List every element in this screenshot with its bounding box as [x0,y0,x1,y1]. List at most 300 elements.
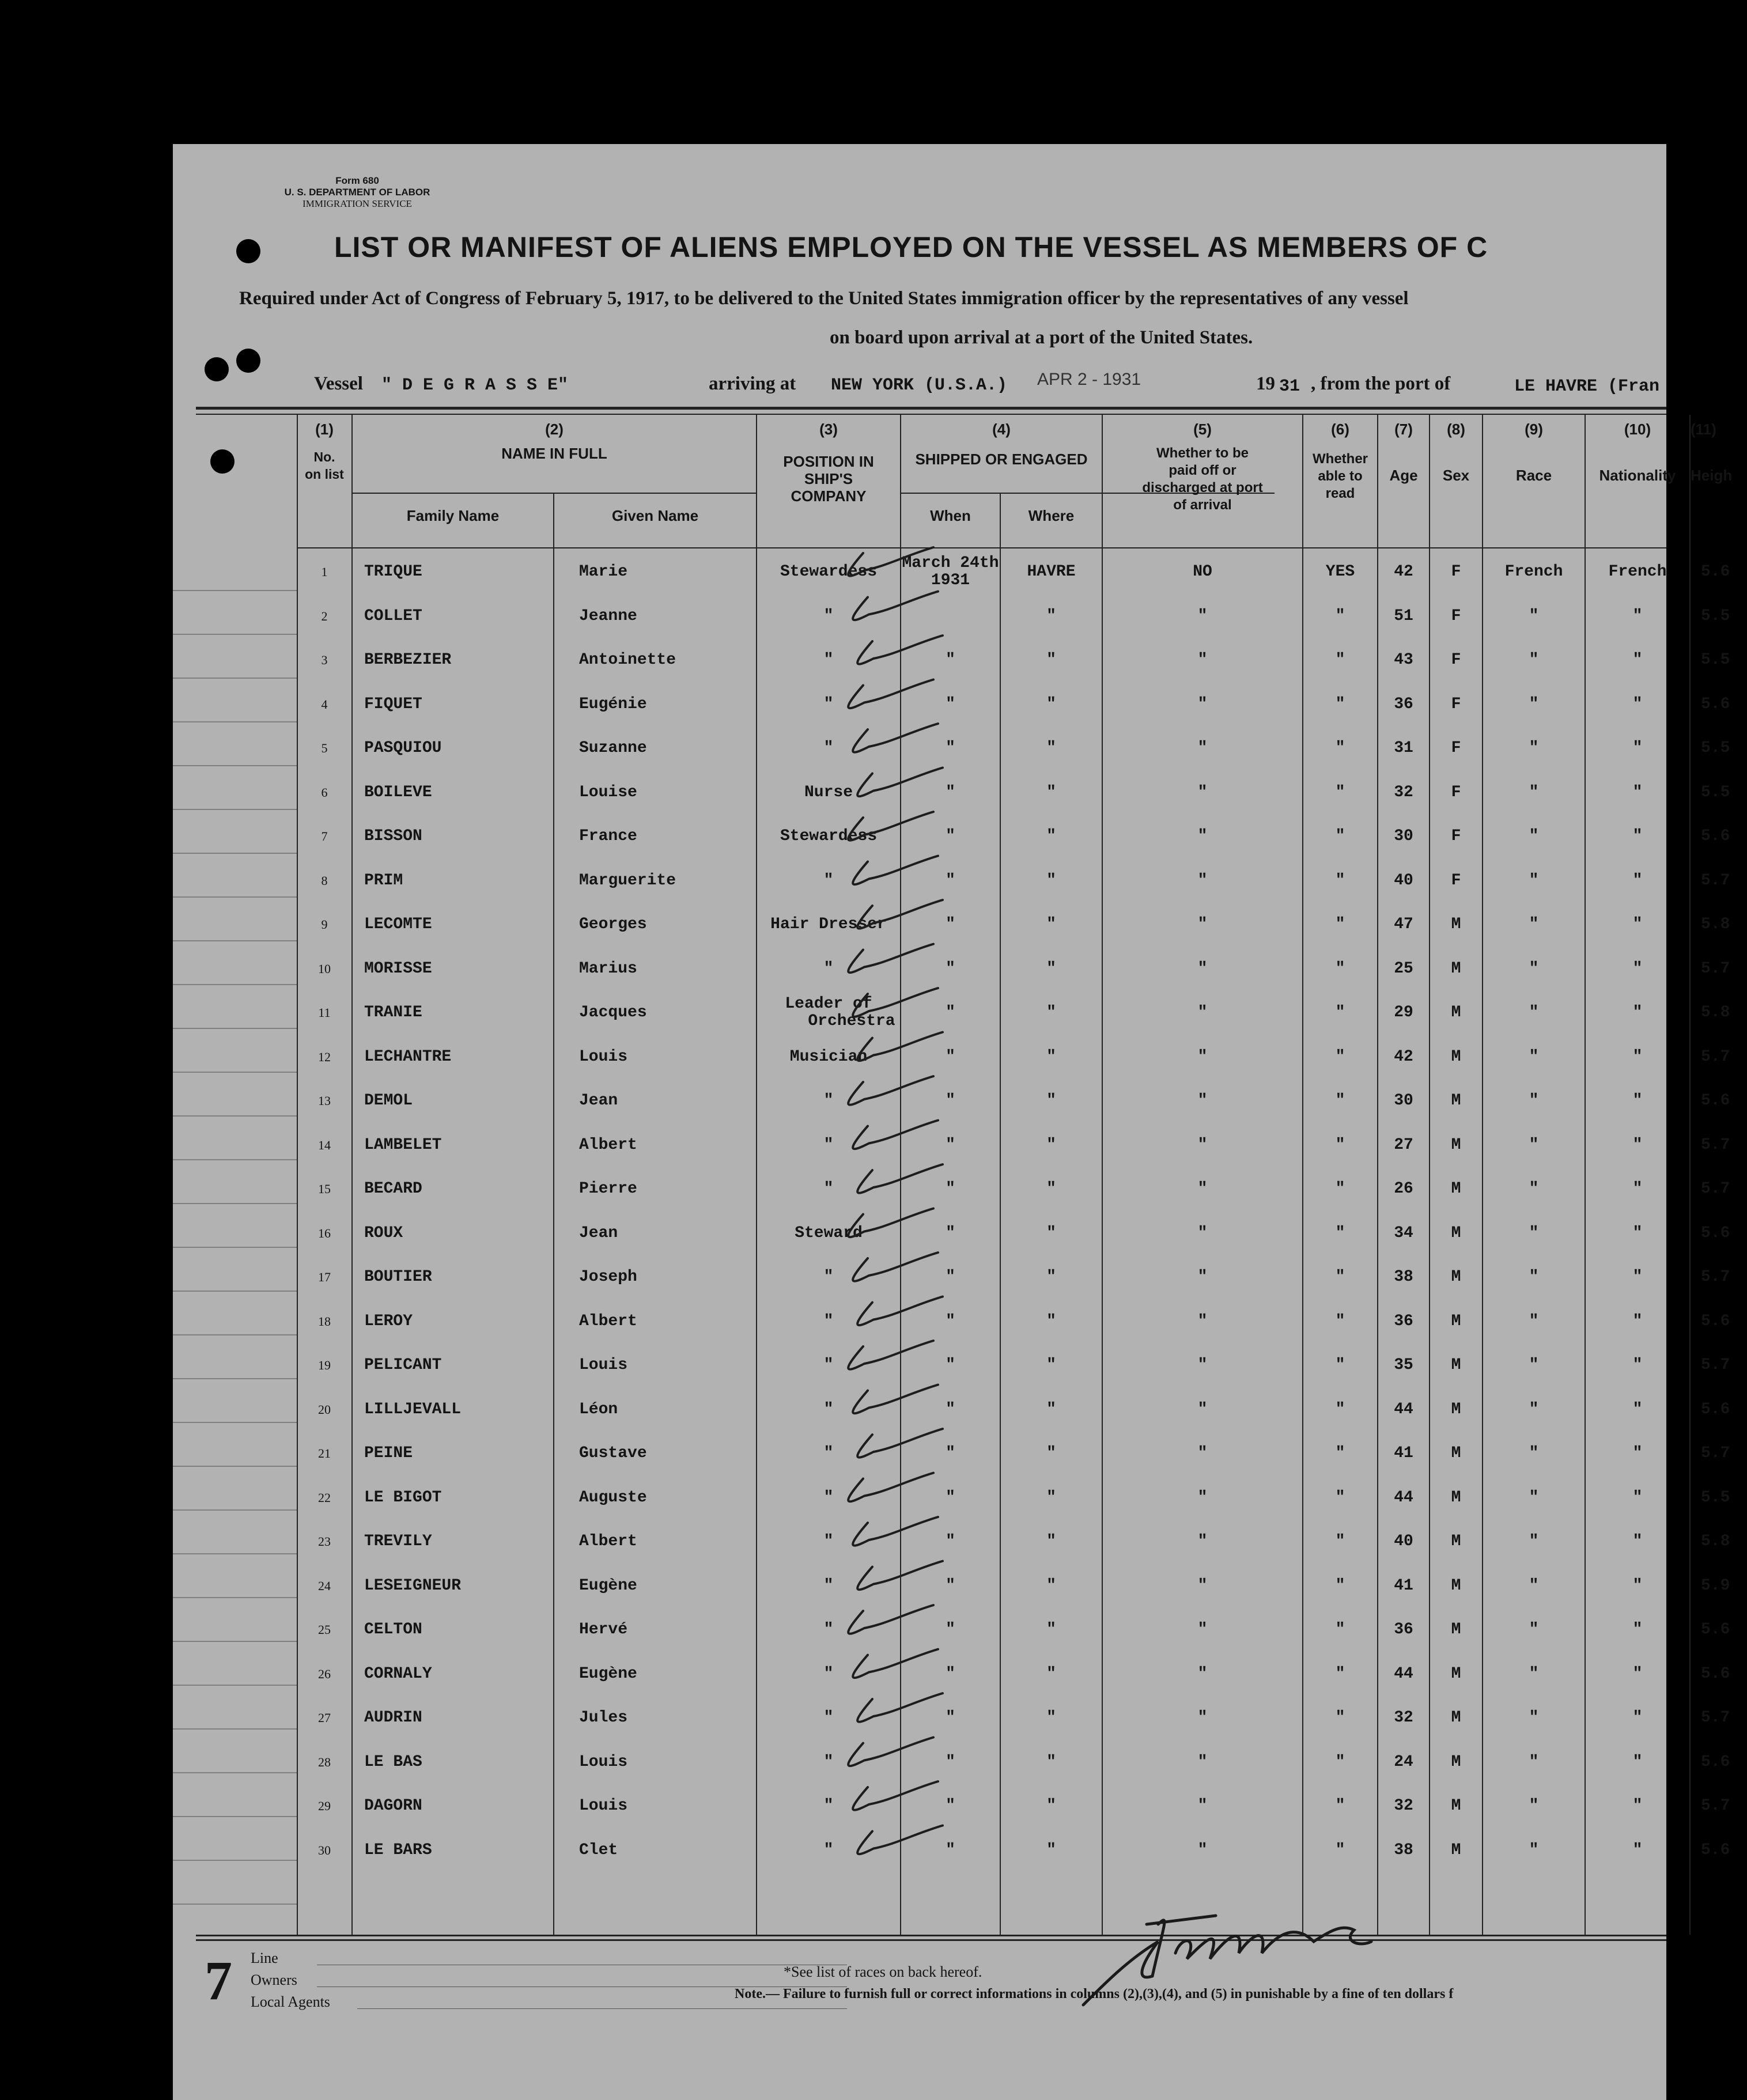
cell-sex: F [1451,827,1461,845]
col2-label: NAME IN FULL [501,445,607,462]
cell-paid: " [1197,1797,1208,1815]
cell-family: LE BAS [364,1753,422,1771]
cell-given: Louise [579,783,637,801]
cell-height: 5.6 [1701,1621,1730,1639]
cell-height: 5.6 [1701,1224,1730,1242]
cell-where: " [1046,1047,1056,1066]
cell-given: Suzanne [579,739,647,757]
cell-height: 5.7 [1701,959,1730,978]
cell-no: 18 [318,1314,331,1329]
cell-race: " [1529,871,1539,890]
cell-read: " [1335,1576,1345,1595]
cell-race: " [1529,1753,1539,1771]
table-row [173,638,1730,682]
cell-when: " [946,959,955,978]
cell-read: " [1335,1621,1345,1639]
cell-race: " [1529,1180,1539,1198]
cell-when: " [946,1312,955,1330]
cell-height: 5.5 [1701,607,1730,625]
cell-age: 26 [1394,1180,1413,1198]
races-note: *See list of races on back hereof. [784,1963,982,1980]
cell-height: 5.6 [1701,1092,1730,1110]
cell-given: Jules [579,1709,628,1727]
cell-given: Albert [579,1312,637,1330]
cell-height: 5.6 [1701,1841,1730,1859]
table-row [173,1035,1730,1079]
table-row [173,1520,1730,1564]
cell-read: " [1335,1841,1345,1859]
cell-where: " [1046,1092,1056,1110]
cell-paid: " [1197,651,1208,669]
cell-age: 42 [1394,1047,1413,1066]
cell-where: " [1046,783,1056,801]
cell-race: " [1529,695,1539,713]
cell-paid: " [1197,1576,1208,1595]
cell-sex: F [1451,739,1461,757]
cell-position-line2: Orchestra [808,1012,895,1030]
cell-when: " [946,1621,955,1639]
cell-sex: F [1451,695,1461,713]
page-title: LIST OR MANIFEST OF ALIENS EMPLOYED ON THE VESSEL AS MEMBERS OF C [334,231,1488,263]
cell-family: LECHANTRE [364,1047,452,1066]
cell-age: 25 [1394,959,1413,978]
cell-given: Pierre [579,1180,637,1198]
cell-nat: " [1632,1533,1643,1550]
table-top-rule [196,414,1666,415]
cell-where: " [1046,1664,1056,1683]
cell-read: " [1335,695,1345,713]
col6-label: Whether able to read [1313,451,1368,501]
cell-paid: " [1197,1400,1208,1418]
col9-label: Race [1515,467,1552,484]
cell-given: Marie [579,563,628,581]
cell-read: " [1335,1004,1345,1021]
cell-height: 5.7 [1701,871,1730,890]
cell-race: " [1529,607,1539,625]
cell-height: 5.7 [1701,1047,1730,1066]
cell-family: TREVILY [364,1533,432,1550]
table-row [173,1564,1730,1608]
cell-nat: " [1632,1268,1643,1286]
cell-no: 10 [318,961,331,976]
cell-race: " [1529,1092,1539,1110]
cell-paid: " [1197,1268,1208,1286]
col5-label: Whether to be paid off or discharged at port of arrival [1142,445,1263,513]
cell-position: " [823,1312,834,1330]
cell-nat: " [1632,1224,1643,1242]
cell-given: Jean [579,1092,618,1110]
form-header [259,175,455,210]
cell-age: 32 [1394,1797,1413,1815]
cell-age: 32 [1394,1709,1413,1727]
cell-where: " [1046,1753,1056,1771]
cell-sex: M [1451,1664,1461,1683]
cell-height: 5.6 [1701,563,1730,581]
cell-position: " [823,695,834,713]
cell-age: 35 [1394,1356,1413,1374]
cell-position: " [823,1488,834,1507]
cell-when: " [946,1180,955,1198]
cell-age: 41 [1394,1576,1413,1595]
year-suffix: 31 [1279,377,1300,396]
table-row [173,1652,1730,1696]
col4-number: (4) [992,421,1011,438]
cell-where: " [1046,959,1056,978]
cell-no: 1 [321,565,328,579]
cell-nat: " [1632,871,1643,890]
cell-sex: M [1451,1841,1461,1859]
table-row [173,1079,1730,1123]
cell-position: " [823,739,834,757]
cell-race: " [1529,1268,1539,1286]
cell-sex: M [1451,1224,1461,1242]
cell-nat: " [1632,1621,1643,1639]
cell-where: " [1046,1136,1056,1154]
cell-given: Clet [579,1841,618,1859]
cell-given: Hervé [579,1621,628,1639]
cell-paid: " [1197,1753,1208,1771]
cell-no: 23 [318,1534,331,1549]
table-row [173,1829,1730,1872]
cell-given: Léon [579,1400,618,1418]
cell-read: " [1335,783,1345,801]
cell-when: " [946,1356,955,1374]
cell-family: LECOMTE [364,915,432,933]
cell-position: " [823,651,834,669]
cell-when: " [946,1047,955,1066]
table-bottom-rule [196,1939,1666,1941]
cell-sex: M [1451,1092,1461,1110]
cell-no: 20 [318,1402,331,1417]
cell-position: " [823,1400,834,1418]
cell-no: 4 [321,697,328,712]
family-name-header: Family Name [406,507,500,524]
table-row [173,859,1730,903]
cell-read: " [1335,1488,1345,1507]
cell-sex: F [1451,871,1461,890]
cell-where: " [1046,1576,1056,1595]
cell-when: " [946,1841,955,1859]
cell-nat: " [1632,1576,1643,1595]
arriving-label: arriving at [709,373,796,394]
cell-race: " [1529,783,1539,801]
col2-header [353,421,756,462]
cell-position: " [823,1664,834,1683]
cell-no: 19 [318,1358,331,1372]
cell-race: " [1529,739,1539,757]
cell-no: 22 [318,1490,331,1505]
cell-height: 5.8 [1701,915,1730,933]
cell-read: " [1335,959,1345,978]
cell-given: Auguste [579,1488,647,1507]
cell-height: 5.5 [1701,1488,1730,1507]
from-port-label: , from the port of [1311,373,1451,394]
cell-no: 12 [318,1049,331,1064]
col11-header [1691,421,1737,484]
cell-where: " [1046,695,1056,713]
when-header: When [930,507,971,524]
cell-given: Joseph [579,1268,637,1286]
cell-read: " [1335,1709,1345,1727]
cell-sex: M [1451,1753,1461,1771]
col1-number: (1) [315,421,334,438]
cell-when: " [946,1004,955,1021]
cell-age: 47 [1394,915,1413,933]
cell-when: " [946,871,955,890]
cell-sex: M [1451,1180,1461,1198]
cell-age: 30 [1394,1092,1413,1110]
cell-when [901,595,1000,638]
cell-nat: " [1632,1047,1643,1066]
table-row [173,815,1730,858]
cell-position: " [823,1533,834,1550]
cell-family: BOILEVE [364,783,432,801]
cell-where: " [1046,651,1056,669]
cell-sex: M [1451,1400,1461,1418]
cell-paid: " [1197,1092,1208,1110]
cell-where: " [1046,1180,1056,1198]
cell-nat: " [1632,1444,1643,1462]
cell-given: Antoinette [579,651,676,669]
col8-number: (8) [1447,421,1465,438]
col6-header [1303,421,1377,502]
col6-number: (6) [1331,421,1349,438]
table-row [173,1167,1730,1211]
cell-sex: F [1451,607,1461,625]
table-row [173,991,1730,1035]
col11-number: (11) [1691,421,1716,438]
cell-paid: " [1197,739,1208,757]
cell-no: 26 [318,1666,331,1681]
cell-no: 6 [321,785,328,800]
col3-header [757,421,900,505]
cell-when: " [946,1488,955,1507]
cell-race: " [1529,1664,1539,1683]
cell-race: " [1529,1136,1539,1154]
cell-height: 5.7 [1701,1709,1730,1727]
cell-when: " [946,827,955,845]
cell-nat: " [1632,1488,1643,1507]
cell-read: " [1335,827,1345,845]
table-row [173,1476,1730,1520]
from-port: LE HAVRE (Fran [1514,377,1660,396]
cell-position: " [823,1576,834,1595]
cell-age: 40 [1394,1533,1413,1550]
cell-age: 36 [1394,1621,1413,1639]
subtitle-line2: on board upon arrival at a port of the United States. [830,327,1253,348]
cell-position: Stewardess [780,563,878,581]
cell-where: " [1046,1224,1056,1242]
cell-where: " [1046,1709,1056,1727]
cell-no: 5 [321,741,328,755]
cell-read: " [1335,1400,1345,1418]
cell-paid: " [1197,1841,1208,1859]
cell-read: " [1335,1797,1345,1815]
cell-when: " [946,1092,955,1110]
footer-signatory-block [251,1947,330,2013]
where-header: Where [1028,507,1075,524]
cell-given: Louis [579,1356,628,1374]
cell-family: CORNALY [364,1664,432,1683]
footer-line-label: Line [251,1950,278,1966]
cell-paid: " [1197,1004,1208,1021]
cell-age: 32 [1394,783,1413,801]
cell-race: " [1529,827,1539,845]
cell-age: 42 [1394,563,1413,581]
cell-given: Eugène [579,1664,637,1683]
cell-height: 5.5 [1701,739,1730,757]
cell-family: COLLET [364,607,422,625]
cell-age: 51 [1394,607,1413,625]
cell-age: 44 [1394,1400,1413,1418]
cell-read: " [1335,1092,1345,1110]
cell-race: " [1529,1400,1539,1418]
cell-family: DEMOL [364,1092,413,1110]
cell-read: " [1335,871,1345,890]
cell-nat: " [1632,1180,1643,1198]
cell-where: " [1046,1004,1056,1021]
cell-no: 16 [318,1225,331,1240]
cell-nat: " [1632,695,1643,713]
cell-family: BISSON [364,827,422,845]
cell-position: " [823,1268,834,1286]
cell-position: " [823,1841,834,1859]
cell-read: " [1335,607,1345,625]
table-row [173,1432,1730,1475]
cell-when: " [946,1136,955,1154]
penalty-note: Note.— Failure to furnish full or correct informations in columns (2),(3),(4), and (5) in punishable by a fine of ten dollars f [735,1987,1454,2001]
table-row [173,1255,1730,1299]
cell-race: " [1529,915,1539,933]
cell-no: 24 [318,1578,331,1593]
cell-family: TRANIE [364,1004,422,1021]
cell-paid: " [1197,1356,1208,1374]
cell-race: " [1529,1224,1539,1242]
table-row [173,1608,1730,1652]
table-row [173,1740,1730,1784]
cell-family: ROUX [364,1224,403,1242]
cell-no: 9 [321,917,328,932]
cell-sex: M [1451,1004,1461,1021]
cell-read: " [1335,739,1345,757]
table-row [173,947,1730,991]
cell-height: 5.7 [1701,1356,1730,1374]
cell-height: 5.6 [1701,827,1730,845]
cell-sex: F [1451,563,1461,581]
cell-when: " [946,1576,955,1595]
col4-label: SHIPPED OR ENGAGED [915,451,1088,468]
cell-when: " [946,783,955,801]
cell-position: " [823,1444,834,1462]
vessel-name: " D E G R A S S E" [381,376,569,395]
col7-number: (7) [1394,421,1413,438]
cell-height: 5.5 [1701,651,1730,669]
cell-given: Marguerite [579,871,676,890]
footer-agents-label: Local Agents [251,1993,330,2010]
cell-no: 8 [321,873,328,888]
cell-race: " [1529,1533,1539,1550]
cell-nat: " [1632,915,1643,933]
cell-position: " [823,1621,834,1639]
cell-paid: " [1197,1224,1208,1242]
cell-when: " [946,695,955,713]
cell-sex: M [1451,1312,1461,1330]
cell-when: " [946,1400,955,1418]
cell-paid: " [1197,1136,1208,1154]
cell-no: 7 [321,829,328,843]
cell-when: " [946,1268,955,1286]
form-service: IMMIGRATION SERVICE [302,198,412,209]
cell-race: " [1529,1488,1539,1507]
cell-height: 5.8 [1701,1004,1730,1021]
table-row [173,1300,1730,1344]
cell-position: Leader of [785,995,872,1013]
cell-height: 5.7 [1701,1136,1730,1154]
header-bottom-rule [188,547,1666,548]
cell-when: " [946,1753,955,1771]
cell-read: " [1335,1047,1345,1066]
signature-line [357,2008,847,2009]
cell-read: " [1335,1356,1345,1374]
cell-given: Albert [579,1533,637,1550]
col9-header [1483,421,1585,484]
cell-nat: " [1632,607,1643,625]
col7-header [1378,421,1429,484]
cell-position: " [823,1180,834,1198]
col3-label: POSITION IN SHIP'S COMPANY [783,453,874,505]
cell-read: " [1335,1664,1345,1683]
cell-position: Musician [789,1047,868,1066]
cell-sex: M [1451,1621,1461,1639]
cell-given: Eugène [579,1576,637,1595]
cell-paid: " [1197,1621,1208,1639]
cell-where: " [1046,1621,1056,1639]
cell-height: 5.8 [1701,1533,1730,1550]
table-row [173,903,1730,947]
cell-no: 28 [318,1754,331,1769]
cell-family: PEINE [364,1444,413,1462]
cell-sex: M [1451,1533,1461,1550]
arrival-port: NEW YORK (U.S.A.) [831,376,1008,395]
punch-hole [236,349,260,373]
cell-nat: " [1632,783,1643,801]
cell-no: 29 [318,1799,331,1813]
cell-age: 36 [1394,695,1413,713]
cell-position: Nurse [804,783,853,801]
cell-given: Gustave [579,1444,647,1462]
cell-race: " [1529,1576,1539,1595]
cell-age: 31 [1394,739,1413,757]
cell-age: 30 [1394,827,1413,845]
cell-where: " [1046,1356,1056,1374]
table-row [173,595,1730,638]
cell-when: " [946,1444,955,1462]
cell-age: 24 [1394,1753,1413,1771]
cell-no: 21 [318,1446,331,1460]
cell-no: 30 [318,1842,331,1857]
cell-where: " [1046,1797,1056,1815]
cell-paid: " [1197,1533,1208,1550]
cell-age: 34 [1394,1224,1413,1242]
cell-position: " [823,1753,834,1771]
cell-position: Hair Dresser [770,915,887,933]
col1-header [297,421,351,483]
col5-header [1103,421,1302,514]
cell-given: Jacques [579,1004,647,1021]
cell-when: " [946,1533,955,1550]
cell-no: 3 [321,653,328,667]
col10-header [1586,421,1689,484]
